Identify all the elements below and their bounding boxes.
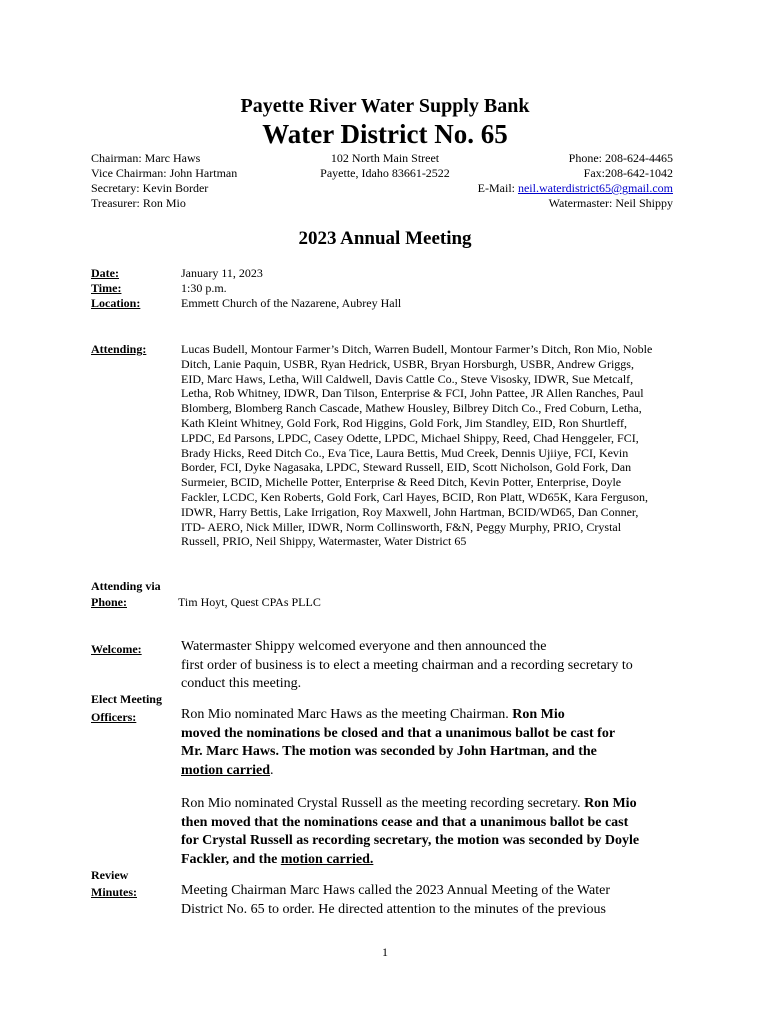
attendee-line: ITD- AERO, Nick Miller, IDWR, Norm Collinsworth, F&N, Peggy Murphy, PRIO, Crystal: [181, 519, 622, 534]
elect-bold-line: Mr. Marc Haws. The motion was seconded by John Hartman, and the: [181, 744, 597, 759]
review-label-1: Review: [91, 868, 129, 882]
organization-title: Payette River Water Supply Bank: [240, 95, 530, 117]
elect-chairman-paragraph: [181, 706, 681, 780]
date-value: January 11, 2023: [181, 266, 263, 280]
elect-label-1: Elect Meeting: [91, 692, 162, 706]
secretary-line: Secretary: Kevin Border: [91, 181, 209, 195]
attendee-line: Surmeier, BCID, Michelle Potter, Enterprise & Reed Ditch, Kevin Potter, Enterprise, Doyle: [181, 475, 622, 490]
attendee-line: EID, Marc Haws, Letha, Will Caldwell, Davis Cattle Co., Steve Visosky, IDWR, Sue Metcalf,: [181, 371, 634, 386]
street-line: 102 North Main Street: [330, 151, 440, 165]
chairman-line: Chairman: Marc Haws: [91, 151, 201, 165]
attendee-line: Border, FCI, Dyke Nagasaka, LPDC, Steward Russell, EID, Scott Nicholson, Gold Fork, Dan: [181, 460, 632, 475]
elect-bold-text: Ron Mio: [584, 796, 637, 811]
phone-attendee: Tim Hoyt, Quest CPAs PLLC: [178, 595, 321, 609]
phone-attend-label-2: Phone:: [91, 595, 127, 609]
time-value: 1:30 p.m.: [181, 281, 227, 295]
fax-line: Fax:208-642-1042: [583, 166, 673, 180]
attendee-line: Letha, Rob Whitney, IDWR, Dan Tilson, Enterprise & FCI, John Pattee, JR Allen Ranches, Paul: [181, 386, 644, 401]
elect-label-2: Officers:: [91, 710, 137, 724]
elect-bold-text: Fackler, and the: [181, 851, 281, 867]
treasurer-line: Treasurer: Ron Mio: [91, 196, 186, 210]
welcome-paragraph: [181, 638, 681, 694]
attendee-line: Russell, PRIO, Neil Shippy, Watermaster, Water District 65: [181, 534, 467, 549]
attending-label: Attending:: [91, 342, 147, 356]
attendee-line: IDWR, Harry Bettis, Lake Irrigation, Roy Maxwell, John Hartman, BCID/WD65, Dan Conner,: [181, 504, 639, 519]
watermaster-line: Watermaster: Neil Shippy: [548, 196, 673, 210]
date-label: Date:: [91, 266, 119, 280]
email-line: [478, 181, 673, 196]
attendee-line: Lucas Budell, Montour Farmer’s Ditch, Warren Budell, Montour Farmer’s Ditch, Ron Mio, Noble: [181, 342, 653, 356]
elect-text: Ron Mio nominated Crystal Russell as the meeting recording secretary.: [181, 796, 585, 811]
welcome-line: first order of business is to elect a meeting chairman and a recording secretary to: [181, 657, 633, 673]
contact-block: [478, 151, 673, 211]
review-label-2: Minutes:: [91, 885, 137, 899]
motion-carried-text: motion carried: [181, 762, 271, 778]
welcome-label: Welcome:: [91, 642, 142, 656]
elect-text: Ron Mio nominated Marc Haws as the meeting Chairman.: [181, 707, 513, 722]
attendee-line: Brady Hicks, Reed Ditch Co., Eva Tice, Laura Bettis, Mud Creek, Dennis Ujiiye, FCI, Kevin: [181, 445, 629, 460]
location-label: Location:: [91, 296, 141, 310]
time-label: Time:: [91, 281, 122, 295]
elect-secretary-paragraph: [181, 795, 681, 869]
elect-bold-line: then moved that the nominations cease and that a unanimous ballot be cast: [181, 814, 629, 830]
motion-carried-text: motion carried.: [280, 851, 374, 867]
welcome-line: conduct this meeting.: [181, 676, 302, 691]
location-value: Emmett Church of the Nazarene, Aubrey Hall: [181, 296, 402, 310]
elect-bold-line: for Crystal Russell as recording secretary, the motion was seconded by Doyle: [181, 833, 640, 848]
review-line: Meeting Chairman Marc Haws called the 2023 Annual Meeting of the Water: [181, 883, 610, 898]
vice-chairman-line: Vice Chairman: John Hartman: [91, 166, 238, 180]
attendee-line: Fackler, LCDC, Ken Roberts, Gold Fork, Carl Hayes, BCID, Ron Platt, WD65K, Kara Ferguson,: [181, 489, 649, 504]
phone-attend-label-1: Attending via: [91, 579, 161, 593]
address-block: [285, 151, 485, 181]
officers-list: [91, 151, 237, 211]
email-label: E-Mail:: [477, 181, 518, 195]
welcome-line: Watermaster Shippy welcomed everyone and then announced the: [181, 639, 547, 654]
attendee-line: LPDC, Ed Parsons, LPDC, Casey Odette, LPDC, Michael Shippy, Reed, Chad Henggeler, FCI,: [181, 430, 639, 445]
phone-line: Phone: 208-624-4465: [568, 151, 673, 165]
city-line: Payette, Idaho 83661-2522: [320, 166, 450, 180]
page-number: 1: [382, 945, 388, 959]
period: .: [270, 762, 274, 778]
elect-bold-line: moved the nominations be closed and that a unanimous ballot be cast for: [181, 725, 616, 741]
attendee-line: Blomberg, Blomberg Ranch Cascade, Mathew Housley, Bilbrey Ditch Co., Fred Coburn, Letha,: [181, 401, 642, 416]
attendee-line: Kath Kleint Whitney, Gold Fork, Rod Higgins, Gold Fork, Jim Standley, EID, Ron Shurtleff,: [181, 415, 627, 430]
review-line: District No. 65 to order. He directed attention to the minutes of the previous: [181, 901, 606, 917]
attendee-line: Ditch, Lanie Paquin, USBR, Ryan Hedrick, USBR, Bryan Horsburgh, USBR, Andrew Griggs,: [181, 356, 634, 371]
email-link[interactable]: neil.waterdistrict65@gmail.com: [517, 181, 673, 195]
meeting-title: 2023 Annual Meeting: [298, 228, 472, 249]
attendee-list: [181, 342, 681, 549]
review-paragraph: [181, 882, 681, 919]
elect-bold-text: Ron Mio: [512, 707, 565, 722]
district-title: Water District No. 65: [262, 119, 508, 149]
